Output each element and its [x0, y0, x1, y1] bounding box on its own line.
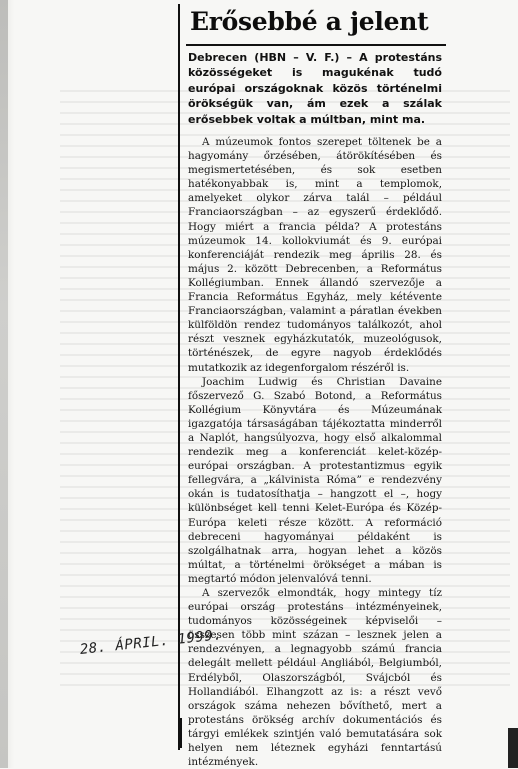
paragraph: A múzeumok fontos szerepet töltenek be a hagyomány őrzésében, átörökítésében és megismertetésében, és sok esetben hatékonyabbak is, mint a templomok, amelyeket olykor zárva talál – például Franciaországban – az egyszerű érdeklődő. Hogy miért a francia példa? A protestáns múzeumok 14. kollokviumát és 9. európai konferenciáját rendezik meg április 28. és május 2. között Debrecenben, a Református Kollégiumban. Ennek állandó szervezője a Francia Református Egyház, mely kétévente Franciaországban, valamint a páratlan években külföldön rendez tudományos találkozót, ahol részt vesznek egyházkutatók, muzeológusok, történészek, de egyre nagyob érdeklődés mutatkozik az idegenforgalom részéről is.	[188, 136, 442, 374]
scan-edge	[0, 0, 8, 768]
scan-corner	[508, 728, 518, 768]
article-body	[188, 135, 442, 769]
handwritten-date: 28. ÁPRIL. 1999.	[79, 627, 223, 658]
article-lead: Debrecen (HBN – V. F.) – A protestáns közösségeket is magukénak tudó európai országoknak közös történelmi örökségük van, ám ezek a szálak erősebbek voltak a múltban, mint ma.	[188, 51, 442, 126]
column-rule-bottom	[180, 718, 182, 748]
headline-rule	[186, 44, 446, 46]
paragraph: Joachim Ludwig és Christian Davaine főszervező G. Szabó Botond, a Református Kollégium Könyvtára és Múzeumának igazgatója társaságában tájékoztatta minderről a Naplót, hangsúlyozva, hogy első alkalommal rendezik meg a konferenciát kelet-közép-európai országban. A protestantizmus egyik fellegvára, a „kálvinista Róma” e rendezvény okán is tudatosíthatja – hangzott el –, hogy különbséget kell tenni Kelet-Európa és Közép-Európa keleti része között. A reformáció debreceni hagyományai példaként is szolgálhatnak arra, hogyan lehet a közös múltat, a történelmi örökséget a mában is megtartó módon jelenvalóvá tenni.	[188, 375, 442, 585]
article-headline: Erősebbé a jelent	[190, 7, 429, 36]
paragraph: A szervezők elmondták, hogy mintegy tíz európai ország protestáns intézményeinek, tudományos közösségeinek képviselői – összesen több mint százan – lesznek jelen a rendezvényen, a legnagyobb számú francia delegált mellett például Angliából, Belgiumból, Erdélyből, Olaszországból, Svájcból és Hollandiából. Elhangzott az is: a részt vevő országok száma nehezen bővíthető, mert a protestáns örökség archív dokumentációs és tárgyi emlékek szintjén való bemutatására sok helyen nem léteznek egyházi fenntartású intézmények.	[188, 587, 442, 769]
